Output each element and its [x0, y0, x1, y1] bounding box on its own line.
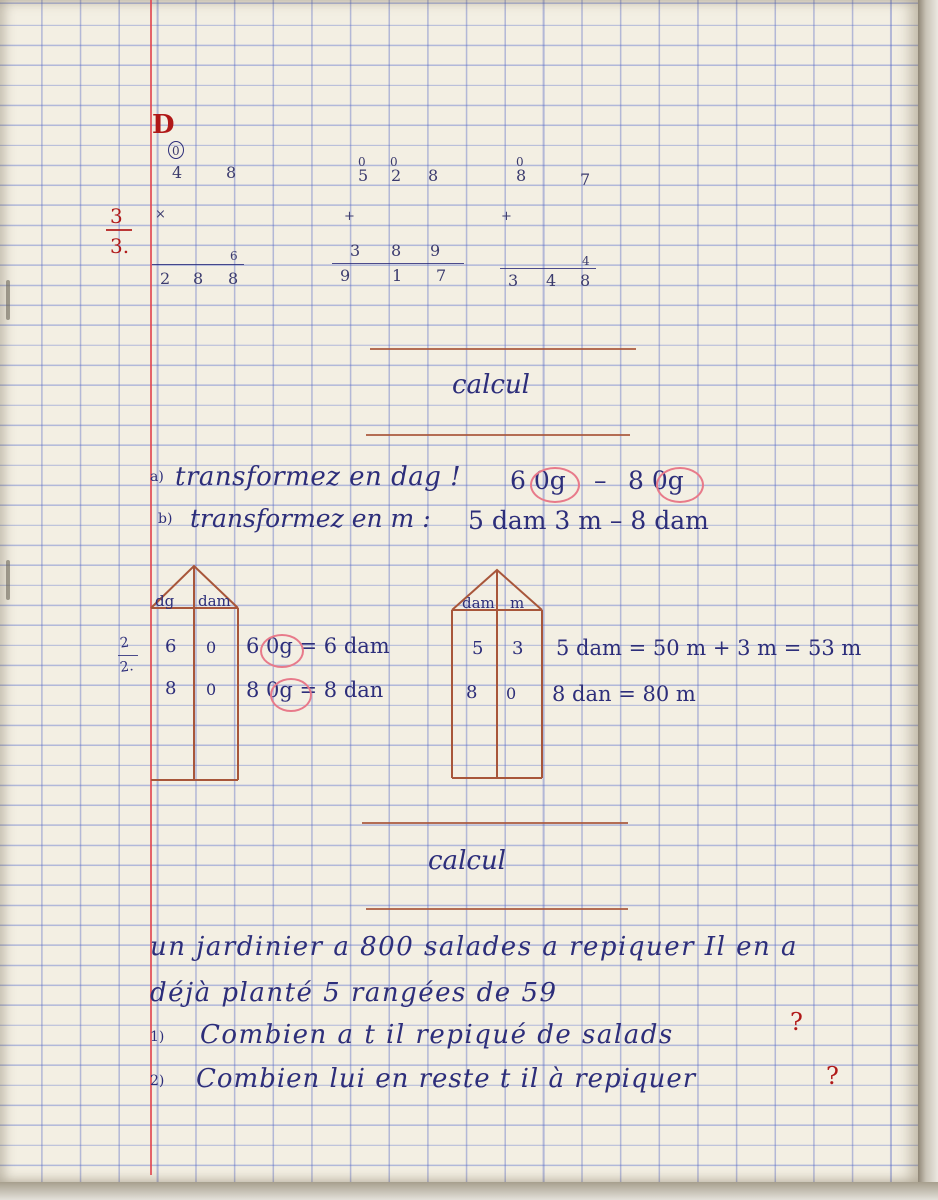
- table-cell: 0: [206, 680, 217, 699]
- digit: 3: [350, 241, 361, 260]
- result-digit: 2: [160, 269, 171, 288]
- question-text: transformez en dag !: [175, 462, 462, 492]
- result-digit: 7: [436, 266, 447, 285]
- title-rule-bottom: [366, 908, 628, 910]
- question-label: 1): [150, 1029, 165, 1045]
- question-text: transformez en m :: [190, 504, 431, 533]
- table-cell: 0: [206, 638, 217, 657]
- result-digit: 9: [340, 266, 351, 285]
- conversion-result: 8 0g = 8 dan: [246, 678, 384, 702]
- problem-statement: déjà planté 5 rangées de 59: [150, 978, 558, 1008]
- digit: 9: [430, 241, 441, 260]
- question-mark: ?: [826, 1062, 839, 1090]
- conversion-result: 8 dan = 80 m: [552, 682, 696, 706]
- table-cell: 8: [165, 678, 177, 699]
- result-digit: 4: [546, 271, 557, 290]
- digit: 8: [391, 241, 402, 260]
- digit: 8: [516, 166, 527, 185]
- carry-digit: 0: [358, 155, 366, 169]
- carry-digit: 4: [582, 254, 590, 268]
- operator: ×: [155, 207, 166, 222]
- operator: +: [501, 209, 512, 224]
- grade-numerator: 3: [110, 204, 123, 228]
- question-text: Combien lui en reste t il à repiquer: [196, 1064, 697, 1094]
- question-label: b): [158, 511, 173, 527]
- operator: +: [344, 209, 355, 224]
- table-header: dam: [462, 594, 495, 612]
- digit: 2: [391, 166, 402, 185]
- carry-digit: 0: [172, 144, 180, 158]
- conversion-result: 5 dam = 50 m + 3 m = 53 m: [556, 636, 862, 660]
- question-text: Combien a t il repiqué de salads: [200, 1020, 674, 1050]
- result-digit: 1: [392, 266, 403, 285]
- carry-digit: 0: [516, 155, 524, 169]
- question-mark: ?: [790, 1008, 803, 1036]
- digit: 5: [358, 166, 369, 185]
- grade-denominator: 3.: [110, 234, 130, 258]
- question-value: –: [594, 466, 607, 495]
- section-title: calcul: [452, 370, 530, 400]
- result-digit: 8: [193, 269, 204, 288]
- question-label: 2): [150, 1073, 165, 1089]
- grade-numerator: 2: [118, 634, 130, 652]
- table-cell: 0: [506, 684, 517, 703]
- section-title: calcul: [428, 846, 506, 876]
- result-digit: 3: [508, 271, 519, 290]
- table-cell: 5: [472, 638, 484, 659]
- question-value: 5 dam 3 m – 8 dam: [468, 506, 709, 535]
- digit: 8: [226, 163, 237, 182]
- question-label: a): [150, 469, 164, 485]
- carry-digit: 0: [390, 155, 398, 169]
- circled-unit: [260, 634, 304, 668]
- carry-digit: 6: [230, 249, 238, 263]
- question-value: 6 0g: [510, 466, 566, 495]
- table-header: dam: [198, 592, 231, 610]
- conversion-result: 6 0g = 6 dam: [246, 634, 390, 658]
- result-digit: 8: [580, 271, 591, 290]
- digit: 4: [172, 163, 183, 182]
- digit: 7: [580, 170, 591, 189]
- margin-mark: D: [152, 110, 175, 140]
- table-cell: 6: [165, 636, 177, 657]
- table-cell: 8: [466, 682, 478, 703]
- grade-fraction-bar: [118, 655, 138, 656]
- problem-statement: un jardinier a 800 salades a repiquer Il en a: [150, 932, 799, 962]
- circled-unit: [270, 678, 312, 712]
- table-header: m: [510, 594, 525, 612]
- result-digit: 8: [228, 269, 239, 288]
- table-cell: 3: [512, 638, 524, 659]
- digit: 8: [428, 166, 439, 185]
- question-value: 8 0g: [628, 466, 684, 495]
- grade-denominator: 2.: [118, 658, 135, 676]
- table-header: dg: [155, 592, 175, 610]
- title-rule-top: [362, 822, 628, 824]
